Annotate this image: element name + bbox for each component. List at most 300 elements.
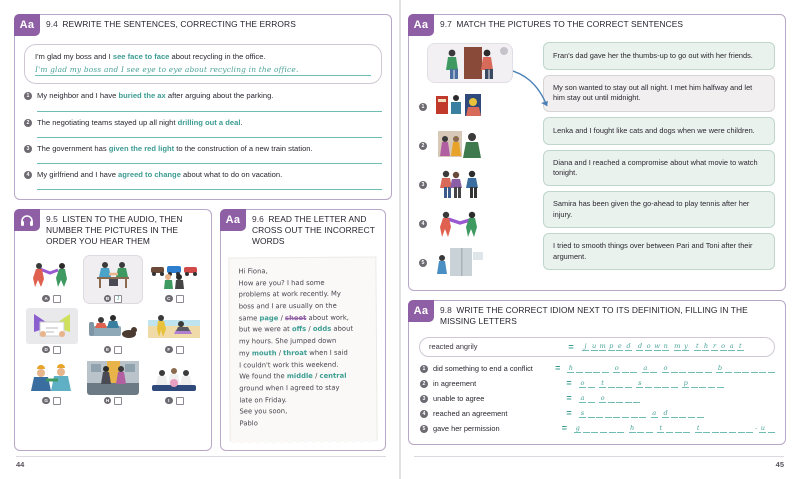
exercise-9-4-title xyxy=(46,15,302,34)
letter-slot[interactable]: o xyxy=(721,342,726,350)
letter-slot[interactable]: n xyxy=(663,342,668,350)
letter-text: same xyxy=(238,313,260,322)
answer-word[interactable] xyxy=(582,342,632,351)
picture-row[interactable] xyxy=(419,87,535,125)
exercise-9-8-body xyxy=(409,331,785,444)
answer-word[interactable] xyxy=(574,424,624,433)
letter-slot[interactable] xyxy=(705,364,712,373)
answer-word[interactable] xyxy=(629,424,653,433)
letter-line xyxy=(239,382,367,395)
letter-slot[interactable] xyxy=(608,394,615,403)
question-number: 1 xyxy=(24,92,32,100)
picture-cell[interactable] xyxy=(22,357,81,406)
letter-slot[interactable] xyxy=(622,364,629,373)
aa-badge-icon: Aa xyxy=(14,14,40,36)
question-row xyxy=(24,118,382,128)
scene-beach-loungers-image xyxy=(148,308,200,344)
exercise-9-8-header xyxy=(409,301,785,331)
definition-number: 5 xyxy=(420,425,428,433)
page-rule xyxy=(16,456,386,457)
letter-line xyxy=(239,405,367,418)
letter-slot[interactable] xyxy=(671,364,678,373)
question-idiom: drilling out a deal xyxy=(177,117,241,127)
letter-option-word[interactable]: throat xyxy=(283,348,308,357)
letter-crossed-word[interactable]: sheet xyxy=(284,313,307,322)
answer-blank[interactable] xyxy=(37,189,382,190)
exercise-9-5-title xyxy=(46,210,211,250)
answer-word[interactable] xyxy=(682,379,723,388)
picture-answer-box[interactable] xyxy=(114,397,122,405)
letter-slot[interactable] xyxy=(639,409,646,418)
picture-answer-box[interactable]: 1 xyxy=(114,295,122,303)
letter-slot[interactable] xyxy=(720,424,727,433)
letter-text: / xyxy=(306,325,313,334)
letter-slot[interactable] xyxy=(593,364,600,373)
letter-slot[interactable]: w xyxy=(654,342,660,350)
question-text xyxy=(37,170,282,180)
letter-slot[interactable] xyxy=(633,394,640,403)
equals-sign: = xyxy=(555,363,561,373)
scene-children-arguing-image xyxy=(432,127,488,163)
question-text xyxy=(37,144,313,154)
letter-slot[interactable] xyxy=(768,364,775,373)
answer-word[interactable] xyxy=(694,342,744,351)
letter-line xyxy=(239,347,367,360)
answer-word[interactable] xyxy=(579,379,595,388)
letter-slot[interactable] xyxy=(768,424,775,433)
letter-slot[interactable]: m xyxy=(674,342,681,350)
exercise-9-6-heading: READ THE LETTER AND CROSS OUT THE INCORRECT WORDS xyxy=(252,214,375,246)
letter-text: See you soon, xyxy=(239,407,288,416)
letter-slot[interactable] xyxy=(708,379,715,388)
scene-books-and-reader-image xyxy=(432,88,488,124)
exercise-9-6-body xyxy=(221,251,385,451)
sentence-box[interactable]: Lenka and I fought like cats and dogs when we were children. xyxy=(543,117,775,145)
letter-slot[interactable] xyxy=(600,424,607,433)
letter-slot[interactable] xyxy=(613,409,620,418)
answer-word[interactable] xyxy=(651,409,658,418)
picture-label xyxy=(165,397,184,405)
letter-slot[interactable] xyxy=(671,379,678,388)
letter-slot[interactable] xyxy=(729,424,736,433)
letter-slot[interactable] xyxy=(602,364,609,373)
definition-row xyxy=(419,391,775,406)
letter-slot[interactable] xyxy=(675,424,682,433)
letter-line xyxy=(239,289,367,302)
letter-slot[interactable] xyxy=(646,424,653,433)
exercise-9-8-title xyxy=(440,301,785,331)
answer-word[interactable] xyxy=(636,379,677,388)
letter-slot[interactable] xyxy=(679,364,686,373)
letter-slot[interactable]: d xyxy=(626,342,631,350)
equals-sign: = xyxy=(561,423,568,433)
page-rule xyxy=(414,456,784,457)
letter-slot[interactable] xyxy=(630,364,637,373)
answer-blank[interactable] xyxy=(37,111,382,112)
letter-slot[interactable] xyxy=(688,364,695,373)
exercise-9-8-number: 9.8 xyxy=(440,305,452,315)
letter-text: problems at work recently. My xyxy=(238,289,341,299)
question-idiom: agreed to change xyxy=(118,170,181,180)
aa-badge-icon: Aa xyxy=(408,14,434,36)
letter-slot[interactable] xyxy=(703,424,710,433)
letter-slot[interactable]: h xyxy=(630,423,635,432)
exercise-9-5-body xyxy=(15,251,211,414)
picture-grid xyxy=(22,255,204,406)
letter-slot[interactable]: t xyxy=(695,424,702,433)
answer-blank[interactable] xyxy=(37,137,382,138)
question-text xyxy=(37,118,243,128)
picture-cell[interactable] xyxy=(83,306,142,355)
letter-slot[interactable]: s xyxy=(580,408,585,417)
exercise-9-4-body xyxy=(15,36,391,199)
letter-text: / xyxy=(278,313,286,322)
scene-couple-sofa-with-dog-image xyxy=(87,308,139,344)
scene-hands-torn-paper-image xyxy=(26,308,78,344)
answer-slots[interactable] xyxy=(567,364,775,373)
answer-word[interactable] xyxy=(579,409,646,418)
sentence-box[interactable]: Samira has been given the go-ahead to play tennis after her injury. xyxy=(543,191,775,228)
answer-slots[interactable] xyxy=(579,379,775,388)
letter-text: my xyxy=(239,348,252,357)
answer-word[interactable] xyxy=(695,424,775,433)
example-prompt-idiom: see face to face xyxy=(112,52,170,61)
letter-slot[interactable] xyxy=(617,424,624,433)
definition-text: reacted angrily xyxy=(429,342,478,351)
letter-text: / xyxy=(276,348,284,357)
question-idiom: buried the ax xyxy=(118,91,166,101)
exercise-9-6-number: 9.6 xyxy=(252,214,264,225)
letter-option-word[interactable]: central xyxy=(319,371,347,380)
answer-word[interactable] xyxy=(613,364,637,373)
exercise-9-7-number: 9.7 xyxy=(440,19,452,29)
picture-label xyxy=(165,295,184,303)
letter-slot[interactable]: a xyxy=(729,342,734,350)
letter-slot[interactable] xyxy=(712,424,719,433)
letter-line xyxy=(239,359,367,372)
letter-slot[interactable] xyxy=(588,409,595,418)
letter-line xyxy=(238,265,366,278)
letter-slot[interactable]: o xyxy=(663,363,668,372)
picture-answer-box[interactable] xyxy=(114,346,122,354)
letter-slot[interactable]: t xyxy=(599,379,606,388)
question-row xyxy=(24,170,382,180)
letter-line xyxy=(239,417,367,430)
answer-blank[interactable] xyxy=(37,163,382,164)
picture-letter: A xyxy=(42,295,50,303)
letter-slot[interactable] xyxy=(616,379,623,388)
definition-text: did something to end a conflict xyxy=(433,363,533,373)
sentence-box[interactable]: I tried to smooth things over between Pari and Toni after their argument. xyxy=(543,233,775,270)
definition-number: 4 xyxy=(420,410,428,418)
definition-row xyxy=(419,361,775,376)
definition-row xyxy=(419,421,775,436)
picture-cell[interactable] xyxy=(145,357,204,406)
letter-slot[interactable]: t xyxy=(657,424,664,433)
letter-line xyxy=(239,394,367,407)
letter-slot[interactable]: t xyxy=(694,342,701,351)
exercise-9-5-number: 9.5 xyxy=(46,214,58,225)
definition-rows xyxy=(419,361,775,436)
question-after: after arguing about the parking. xyxy=(165,91,274,101)
letter-text: ground when I agreed to stay xyxy=(239,383,340,392)
scene-cars-row-image xyxy=(148,257,200,293)
letter-slot[interactable]: o xyxy=(646,342,651,350)
letter-slot[interactable] xyxy=(742,364,749,373)
exercise-9-7 xyxy=(408,14,786,291)
letter-slot[interactable]: a xyxy=(580,393,585,402)
picture-letter: D xyxy=(42,346,50,354)
question-after: . xyxy=(240,117,243,127)
letter-slot[interactable] xyxy=(609,424,616,433)
picture-cell[interactable] xyxy=(83,255,142,304)
letter-slot[interactable]: u xyxy=(760,423,766,432)
letter-slot[interactable] xyxy=(625,379,632,388)
letter-slot[interactable] xyxy=(585,364,592,373)
picture-cell[interactable] xyxy=(145,306,204,355)
letter-slot[interactable] xyxy=(751,364,758,373)
letter-slot[interactable] xyxy=(654,379,661,388)
letter-slot[interactable]: g xyxy=(575,423,580,432)
right-page xyxy=(400,0,800,479)
letter-text: Pablo xyxy=(239,418,258,428)
picture-number: 3 xyxy=(419,181,427,189)
letter-slot[interactable]: u xyxy=(591,342,597,350)
answer-slots[interactable] xyxy=(582,342,765,351)
letter-option-word[interactable]: mouth xyxy=(251,348,277,357)
letter-slot[interactable] xyxy=(631,409,638,418)
letter-slot[interactable]: j xyxy=(582,342,589,351)
letter-slot[interactable] xyxy=(622,409,629,418)
picture-answer-box[interactable] xyxy=(176,295,184,303)
scene-two-people-tug-of-war-image xyxy=(26,257,78,293)
definition-text: reached an agreement xyxy=(433,408,508,418)
answer-word[interactable] xyxy=(599,379,632,388)
answer-word[interactable] xyxy=(599,394,640,403)
letter-slot[interactable]: a xyxy=(652,408,657,417)
letter-slot[interactable]: e xyxy=(617,342,622,350)
answer-word[interactable] xyxy=(642,364,658,373)
letter-text: my hours. She jumped down xyxy=(238,336,337,346)
letter-text: late on Friday. xyxy=(239,395,287,404)
letter-slot[interactable]: - xyxy=(755,423,758,432)
letter-text: about work, xyxy=(306,313,349,322)
answer-word[interactable] xyxy=(662,409,703,418)
letter-option-word[interactable]: middle xyxy=(286,371,313,380)
picture-label xyxy=(165,346,184,354)
scene-locker-argument-image xyxy=(432,244,488,280)
letter-slot[interactable]: s xyxy=(638,378,642,387)
picture-answer-box[interactable] xyxy=(176,397,184,405)
letter-slot[interactable] xyxy=(576,364,583,373)
picture-row[interactable] xyxy=(419,204,535,242)
letter-line xyxy=(239,300,367,313)
exercise-9-7-header xyxy=(409,15,785,36)
picture-letter: C xyxy=(165,295,173,303)
picture-number: 1 xyxy=(419,103,427,111)
letter-slot[interactable]: h xyxy=(703,342,709,350)
letter-slot[interactable] xyxy=(591,424,598,433)
exercise-9-5-header xyxy=(15,210,211,250)
letter-text: about xyxy=(331,324,354,333)
exercise-9-5-heading: LISTEN TO THE AUDIO, THEN NUMBER THE PICTURES IN THE ORDER YOU HEAR THEM xyxy=(46,214,183,246)
example-prompt-after: about recycling in the office. xyxy=(169,52,266,61)
letter-slot[interactable] xyxy=(699,379,706,388)
definition-number: 2 xyxy=(420,380,428,388)
letter-slot[interactable] xyxy=(671,409,678,418)
letter-slot[interactable] xyxy=(637,424,644,433)
aa-badge-icon: Aa xyxy=(220,209,246,231)
answer-word[interactable] xyxy=(662,364,712,373)
exercise-9-4-number: 9.4 xyxy=(46,19,58,29)
letter-slot[interactable] xyxy=(583,424,590,433)
letter-slot[interactable] xyxy=(688,409,695,418)
sentence-column xyxy=(543,42,775,281)
question-text xyxy=(37,91,273,101)
definition-text: unable to agree xyxy=(433,393,485,403)
scene-construction-workers-image xyxy=(26,359,78,395)
exercise-9-7-body xyxy=(409,36,785,290)
letter-slot[interactable] xyxy=(650,364,657,373)
letter-slot[interactable] xyxy=(725,364,732,373)
sentence-box[interactable]: Fran's dad gave her the thumbs-up to go out with her friends. xyxy=(543,42,775,70)
picture-cell[interactable] xyxy=(22,255,81,304)
equals-sign: = xyxy=(568,341,574,352)
letter-slot[interactable] xyxy=(759,364,766,373)
letter-slot[interactable] xyxy=(696,364,703,373)
letter-slot[interactable] xyxy=(662,379,669,388)
answer-word[interactable] xyxy=(716,364,775,373)
scene-couple-deciding-image xyxy=(432,166,488,202)
letter-slot[interactable] xyxy=(697,409,704,418)
picture-answer-box[interactable] xyxy=(53,397,61,405)
question-idiom: given the red light xyxy=(108,143,175,153)
picture-row[interactable] xyxy=(419,243,535,281)
letter-text: boss and I are usually on the xyxy=(238,301,337,311)
letter-slot[interactable]: p xyxy=(609,342,614,350)
question-before: My girlfriend and I have xyxy=(37,170,119,180)
exercise-9-4 xyxy=(14,14,392,200)
letter-slot[interactable]: p xyxy=(683,378,688,387)
picture-label xyxy=(104,346,123,354)
picture-cell[interactable] xyxy=(22,306,81,355)
picture-answer-box[interactable] xyxy=(53,295,61,303)
letter-slot[interactable] xyxy=(746,424,753,433)
left-page-bottom-row xyxy=(14,209,392,460)
answer-word[interactable] xyxy=(674,342,690,351)
definition-text: gave her permission xyxy=(433,423,500,433)
exercise-9-6-header xyxy=(221,210,385,250)
letter-slot[interactable] xyxy=(666,424,673,433)
scene-neighbors-at-doorway-image xyxy=(87,359,139,395)
picture-row[interactable] xyxy=(419,165,535,203)
letter-line xyxy=(239,277,367,290)
letter-slot[interactable] xyxy=(616,394,623,403)
picture-letter: B xyxy=(104,295,112,303)
picture-label xyxy=(42,397,61,405)
letter-slot[interactable]: t xyxy=(737,342,744,351)
definition-number: 1 xyxy=(420,365,428,373)
right-page-number: 45 xyxy=(775,460,784,469)
exercise-9-4-example xyxy=(24,44,382,84)
answer-word[interactable] xyxy=(636,342,669,351)
picture-number: 4 xyxy=(419,220,427,228)
letter-slot[interactable] xyxy=(605,409,612,418)
picture-column xyxy=(419,42,535,281)
letter-slot[interactable] xyxy=(588,379,595,388)
letter-slot[interactable] xyxy=(625,394,632,403)
letter-slot[interactable]: r xyxy=(712,342,717,350)
letter-slot[interactable] xyxy=(645,379,652,388)
aa-badge-icon: Aa xyxy=(408,300,434,322)
letter-option-word[interactable]: page xyxy=(259,313,279,322)
letter-slot[interactable] xyxy=(683,424,690,433)
letter-slot[interactable] xyxy=(717,379,724,388)
exercise-9-7-heading: MATCH THE PICTURES TO THE CORRECT SENTENCES xyxy=(456,19,684,29)
picture-answer-box[interactable] xyxy=(176,346,184,354)
letter-line xyxy=(239,370,367,383)
letter-slot[interactable]: d xyxy=(663,408,668,417)
scene-tug-of-war-scarf-image xyxy=(432,205,488,241)
letter-slot[interactable]: m xyxy=(599,342,606,350)
letter-text: but we were at xyxy=(238,325,292,334)
picture-letter: F xyxy=(165,346,173,354)
letter-slot[interactable] xyxy=(691,379,698,388)
letter-line xyxy=(239,335,367,348)
sentence-box[interactable]: Diana and I reached a compromise about what movie to watch tonight. xyxy=(543,150,775,187)
letter-slot[interactable]: b xyxy=(717,363,723,372)
picture-answer-box[interactable] xyxy=(53,346,61,354)
picture-number: 2 xyxy=(419,142,427,150)
letter-slot[interactable]: y xyxy=(683,342,688,350)
answer-slots[interactable] xyxy=(579,394,775,403)
picture-cell[interactable] xyxy=(83,357,142,406)
letter-text: when I said xyxy=(307,348,348,357)
letter-slot[interactable] xyxy=(679,409,686,418)
example-picture[interactable] xyxy=(427,43,513,83)
answer-word[interactable] xyxy=(567,364,608,373)
letter-slot[interactable]: a xyxy=(643,363,648,372)
letter-slot[interactable]: h xyxy=(568,363,573,372)
letter-option-word[interactable]: offs xyxy=(291,325,307,334)
letter-text: How are you? I had some xyxy=(238,278,325,287)
letter-slot[interactable] xyxy=(608,379,615,388)
letter-slot[interactable]: d xyxy=(637,342,643,350)
letter-slot[interactable] xyxy=(596,409,603,418)
answer-word[interactable] xyxy=(579,394,595,403)
answer-slots[interactable] xyxy=(579,409,775,418)
question-number: 2 xyxy=(24,119,32,127)
picture-letter: I xyxy=(165,397,173,405)
letter-slot[interactable] xyxy=(588,394,595,403)
sentence-box[interactable]: My son wanted to stay out all night. I met him halfway and let him stay out until midnight. xyxy=(543,75,775,112)
letter-slot[interactable] xyxy=(734,364,741,373)
letter-line xyxy=(239,312,367,325)
letter-slot[interactable]: o xyxy=(580,378,585,387)
answer-word[interactable] xyxy=(657,424,690,433)
picture-cell[interactable] xyxy=(145,255,204,304)
letter-slot[interactable] xyxy=(738,424,745,433)
answer-slots[interactable] xyxy=(574,424,775,433)
letter-slot[interactable]: o xyxy=(600,393,605,402)
question-before: The negotiating teams stayed up all night xyxy=(37,117,178,127)
letter-option-word[interactable]: odds xyxy=(312,324,332,334)
letter-slot[interactable]: o xyxy=(614,363,619,372)
picture-row[interactable] xyxy=(419,126,535,164)
exercise-9-4-heading: REWRITE THE SENTENCES, CORRECTING THE ERRORS xyxy=(62,19,296,29)
handwritten-letter[interactable] xyxy=(228,256,377,441)
letter-text: Hi Fiona, xyxy=(238,266,268,276)
